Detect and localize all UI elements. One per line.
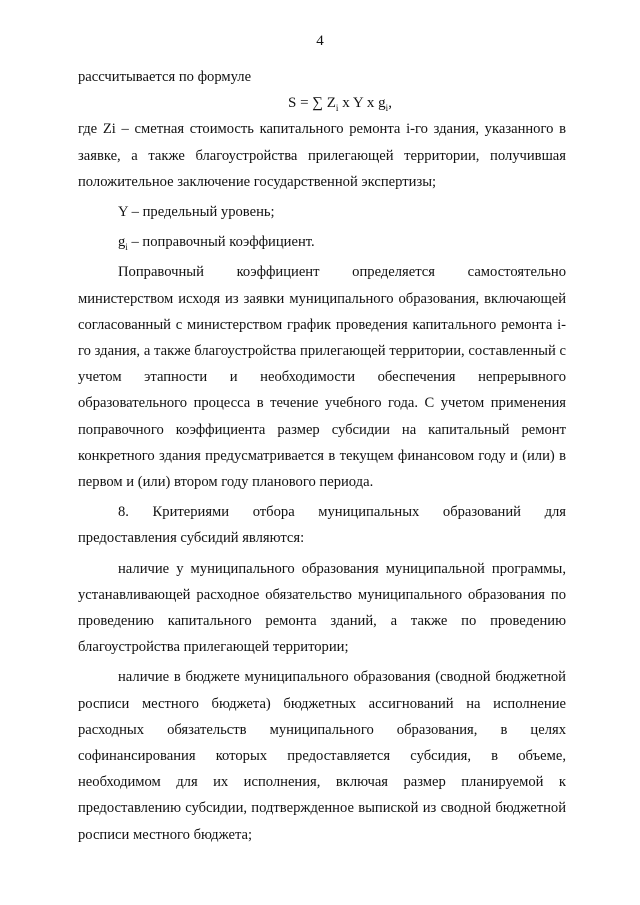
definition-zi: где Zi – сметная стоимость капитального ремонта i-го здания, указанного в заявке, а также благоустройства прилегающей территории, получившая положительное заключение государственной экспертизы; [78, 121, 566, 190]
paragraph-correction-coefficient: Поправочный коэффициент определяется самостоятельно министерством исходя из заявки муниципального образования, включающей согласованный с министерством график проведения капитального ремонта i-го здания, а также благоустройства прилегающей территории, составленный с учетом этапности и необходимости обеспечения непрерывного образовательного процесса в течение учебного года. С учетом применения поправочного коэффициента размер субсидии на капитальный ремонт конкретного здания предусматривается в текущем финансовом году и (или) в первом и (или) втором году планового периода. [78, 264, 566, 491]
section-8-heading: 8. Критериями отбора муниципальных образований для предоставления субсидий являются: [78, 504, 566, 547]
definition-gi [78, 229, 566, 255]
formula-middle: x Y x g [338, 95, 386, 112]
definition-y: Y – предельный уровень; [118, 204, 275, 221]
document-body [78, 64, 566, 848]
formula-end: , [388, 95, 392, 112]
page-number: 4 [316, 33, 324, 49]
formula-lhs: S = ∑ Z [288, 95, 336, 112]
formula-lead-in: рассчитывается по формуле [78, 69, 252, 85]
gi-subscript: i [125, 242, 128, 253]
criterion-municipal-program: наличие у муниципального образования муниципальной программы, устанавливающей расходное обязательство муниципального образования по проведению капитального ремонта зданий, а также по проведению благоустройства прилегающей территории; [78, 560, 566, 656]
formula-subscript-gi: i [385, 103, 389, 114]
formula-subscript-i: i [335, 103, 339, 114]
formula [78, 90, 566, 116]
criterion-budget-allocations: наличие в бюджете муниципального образования (сводной бюджетной росписи местного бюджета) бюджетных ассигнований на исполнение расходных обязательств муниципального образования, в целях софинансирования которых предоставляется субсидия, в объеме, необходимом для их исполнения, включая размер планируемой к предоставлению субсидии, подтвержденное выпиской из сводной бюджетной росписи местного бюджета; [78, 669, 566, 843]
gi-symbol: g [118, 234, 126, 251]
gi-text: – поправочный коэффициент. [127, 234, 315, 251]
